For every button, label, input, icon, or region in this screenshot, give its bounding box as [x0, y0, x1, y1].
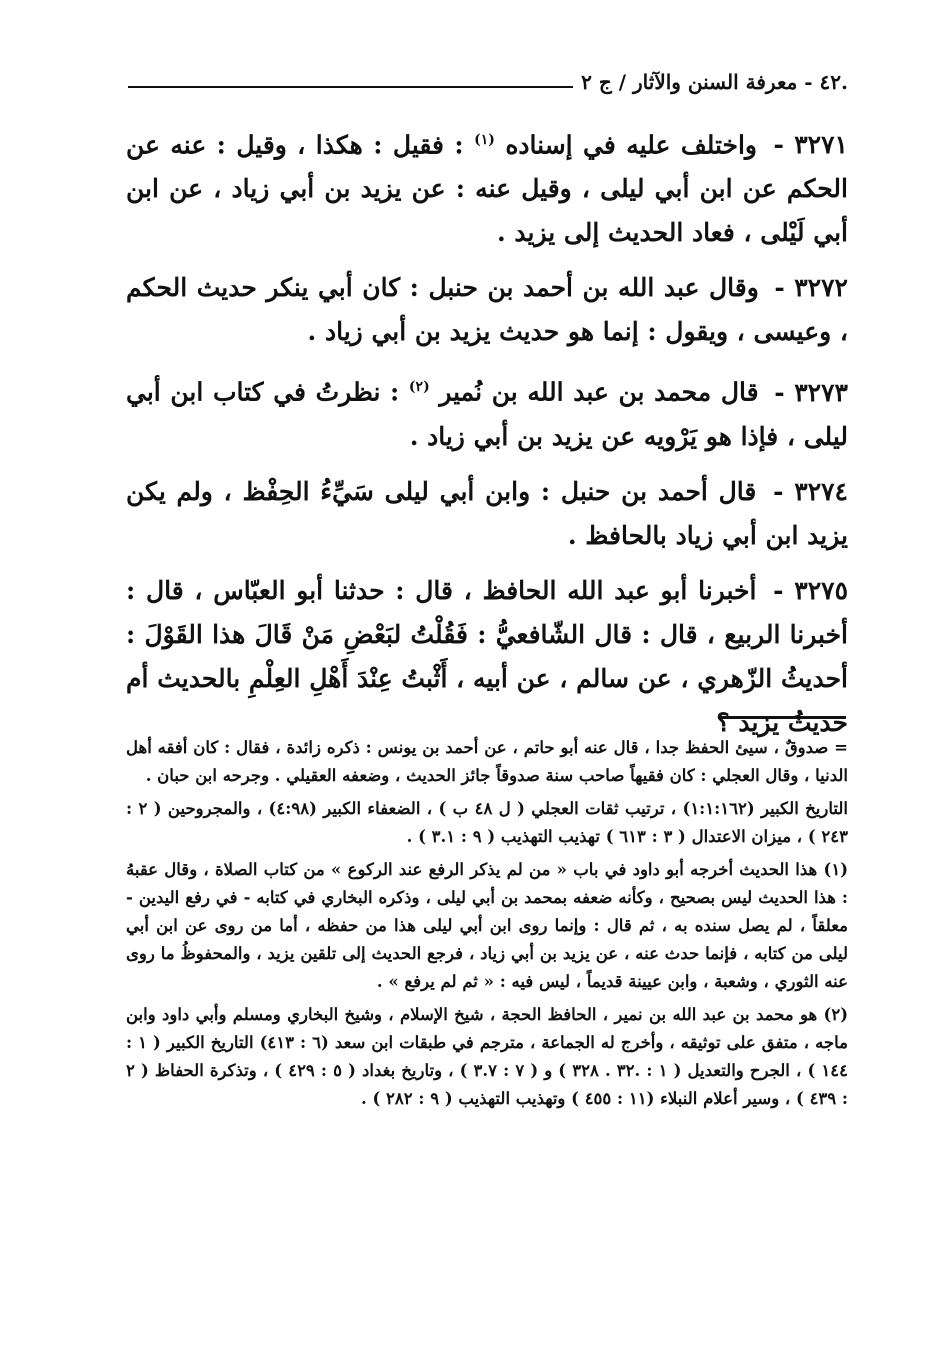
hadith-text: قال أحمد بن حنبل : وابن أبي ليلى سَيِّءُ الحِفْظ ، ولم يكن يزيد ابن أبي زياد بالحافظ .	[126, 476, 848, 550]
hadith-3273	[126, 365, 848, 458]
hadith-text: وقال عبد الله بن أحمد بن حنبل : كان أبي ينكر حديث الحكم ، وعيسى ، ويقول : إنما هو حديث يزيد بن أبي زياد .	[126, 273, 848, 347]
footnote-references: التاريخ الكبير (١:١:١٦٢) ، ترتيب ثقات العجلي ( ل ٤٨ ب ) ، الضعفاء الكبير (٤:٩٨) ، والمجروحين ( ٢ : ٢٤٣ ) ، ميزان الاعتدال ( ٣ : ٦١٣ ) تهذيب التهذيب ( ٩ : ٣.١ ) .	[126, 799, 848, 846]
hadith-text: واختلف عليه في إسناده	[505, 130, 757, 160]
hadith-text-continued: : فقيل : هكذا ، وقيل : عنه عن الحكم عن ابن أبي ليلى ، وقيل عنه : عن يزيد بن أبي زياد ، عن ابن أبي لَيْلى ، فعاد الحديث إلى يزيد .	[126, 130, 848, 248]
hadith-text: أخبرنا أبو عبد الله الحافظ ، قال : حدثنا أبو العبّاس ، قال : أخبرنا الربيع ، قال : قال الشّافعيُّ : فَقُلْتُ لبَعْضِ مَنْ قَالَ هذا القَوْلَ : أحديثُ الزّهري ، عن سالم ، عن أبيه ، أَثْبتُ عِنْدَ أَهْلِ العِلْمِ بالحديث أم حديثُ يزيد ؟	[126, 575, 848, 737]
hadith-number: ٣٢٧١ -	[773, 130, 848, 160]
hadith-number: ٣٢٧٥ -	[773, 575, 848, 605]
hadith-3272	[126, 266, 848, 354]
running-header	[128, 64, 848, 100]
footnotes	[126, 734, 848, 1118]
running-header-title: .٤٢ - معرفة السنن والآثار / ج ٢	[581, 70, 848, 94]
main-text	[126, 118, 848, 756]
footnote-marker: (١)	[474, 132, 495, 148]
footnote-marker: (٢)	[408, 379, 430, 396]
hadith-text: قال محمد بن عبد الله بن نُمير	[439, 377, 759, 407]
footnote-continuation: = صدوقٌ ، سيئ الحفظ جدا ، قال عنه أبو حاتم ، عن أحمد بن يونس : ذكره زائدة ، فقال : كان أفقه أهل الدنيا ، وقال العجلي : كان فقيهاً صاحب سنة صدوقاً جائز الحديث ، وضعفه العقيلي . وجرحه ابن حبان .	[126, 738, 848, 785]
footnote-2: (٢) هو محمد بن عبد الله بن نمير ، الحافظ الحجة ، شيخ الإسلام ، وشيخ البخاري ومسلم وأبي داود وابن ماجه ، متفق على توثيقه ، وأخرج له الجماعة ، مترجم في طبقات ابن سعد (٦ : ٤١٣) التاريخ الكبير ( ١ : ١٤٤ ) ، الجرح والتعديل ( ١ : .٣٢ . ٣٢٨ ) و ( ٧ : ٣.٧ ) ، وتاريخ بغداد ( ٥ : ٤٢٩ ) ، وتذكرة الحفاظ ( ٢ : ٤٣٩ ) ، وسير أعلام النبلاء (١١ : ٤٥٥ ) وتهذيب التهذيب ( ٩ : ٢٨٢ ) .	[126, 1005, 848, 1108]
footnote-1: (١) هذا الحديث أخرجه أبو داود في باب « من لم يذكر الرفع عند الركوع » من كتاب الصلاة ، وقال عقبهُ : هذا الحديث ليس بصحيح ، وكأنه ضعفه بمحمد بن أبي ليلى ، وذكره البخاري في كتابه - في رفع اليدين - معلقاً ، لم يصل سنده به ، ثم قال : وإنما روى ابن أبي ليلى هذا من حفظه ، أما من روى عن ابن أبي ليلى من كتابه ، فإنما حدث عنه ، عن يزيد بن أبي زياد ، فرجع الحديث إلى تلقين يزيد ، والمحفوظُ ما روى عنه الثوري ، وشعبة ، وابن عيينة قديماً ، ليس فيه : « ثم لم يرفع » .	[126, 860, 848, 991]
hadith-number: ٣٢٧٢ -	[774, 273, 848, 303]
header-rule	[128, 86, 573, 88]
hadith-number: ٣٢٧٣ -	[774, 377, 848, 407]
footnote-divider	[718, 716, 846, 719]
hadith-number: ٣٢٧٤ -	[773, 476, 848, 506]
hadith-3274	[126, 470, 848, 558]
hadith-text-continued: : نظرتُ في كتاب ابن أبي ليلى ، فإذا هو يَرْويه عن يزيد بن أبي زياد .	[126, 377, 848, 451]
hadith-3271	[126, 118, 848, 255]
